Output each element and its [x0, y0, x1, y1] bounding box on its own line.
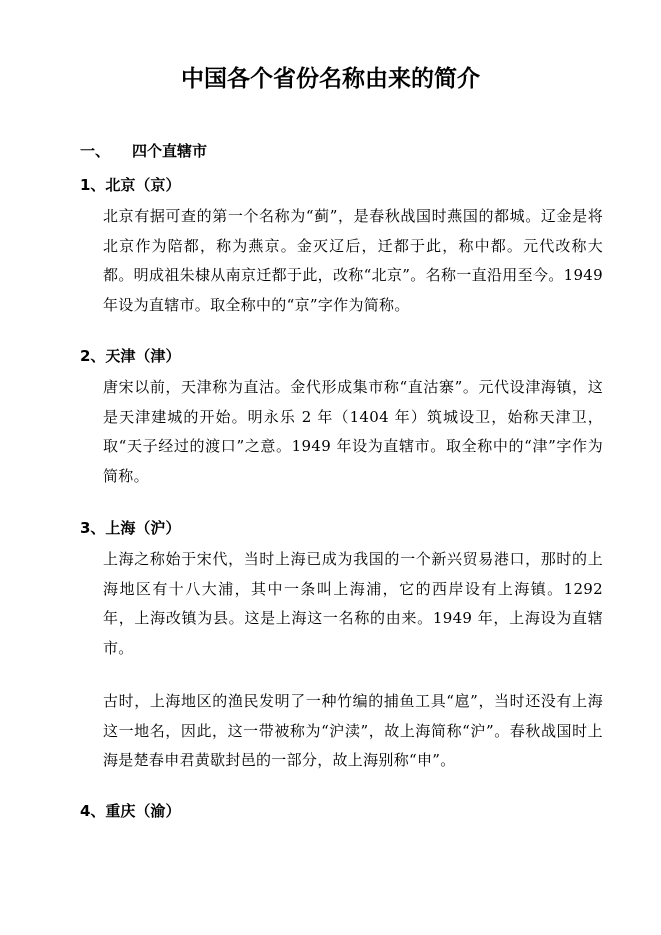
city-heading-tianjin: 2、天津（津） — [80, 347, 181, 365]
page-title: 中国各个省份名称由来的简介 — [181, 66, 480, 92]
city-heading-beijing: 1、北京（京） — [80, 176, 181, 194]
paragraph-shanghai-1: 上海之称始于宋代，当时上海已成为我国的一个新兴贸易港口，那时的上海地区有十八大浦，其中一条叫上海浦，它的西岸设有上海镇。1292 年，上海改镇为县。这是上海这一名称的由来。1949 年，上海设为直辖市。 — [103, 550, 603, 657]
city-heading-chongqing: 4、重庆（渝） — [80, 802, 181, 820]
paragraph-shanghai-2: 古时，上海地区的渔民发明了一种竹编的捕鱼工具“扈”，当时还没有上海这一地名，因此，这一带被称为“沪渎”，故上海简称“沪”。春秋战国时上海是楚春申君黄歇封邑的一部分，故上海别称“申”。 — [103, 692, 603, 769]
section-label: 四个直辖市 — [132, 142, 208, 160]
city-heading-shanghai: 3、上海（沪） — [80, 519, 181, 537]
section-heading — [80, 139, 207, 163]
section-number: 一、 — [80, 142, 111, 160]
paragraph-tianjin: 唐宋以前，天津称为直沽。金代形成集市称“直沽寨”。元代设津海镇，这是天津建城的开始。明永乐 2 年（1404 年）筑城设卫，始称天津卫，取“天子经过的渡口”之意。1949 年设为直辖市。取全称中的“津”字作为简称。 — [103, 378, 603, 485]
paragraph-beijing: 北京有据可查的第一个名称为“蓟”，是春秋战国时燕国的都城。辽金是将北京作为陪都，称为燕京。金灭辽后，迁都于此，称中都。元代改称大都。明成祖朱棣从南京迁都于此，改称“北京”。名称一直沿用至今。1949 年设为直辖市。取全称中的“京”字作为简称。 — [103, 207, 603, 314]
